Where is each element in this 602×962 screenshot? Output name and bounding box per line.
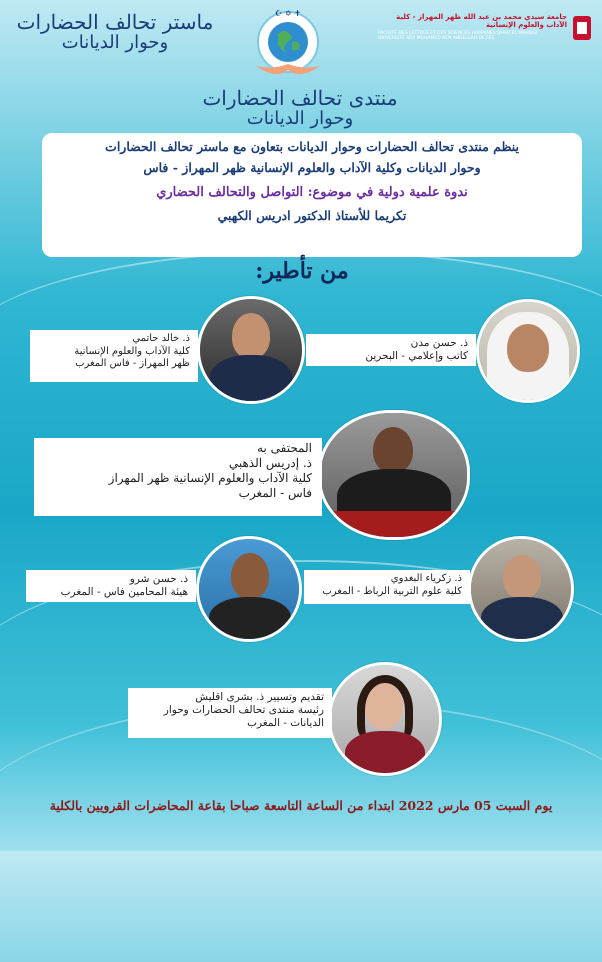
moderator-affiliation: رئيسة منتدى تحالف الحضارات وحوار	[163, 704, 324, 717]
forum-line1: منتدى تحالف الحضارات	[202, 86, 398, 110]
speaker-name: ذ. خالد حاتمي	[132, 333, 190, 344]
speaker-name: ذ. حسن مدن	[410, 337, 468, 349]
speaker-card-zakaria	[304, 570, 470, 604]
masters-title	[10, 10, 220, 53]
announcement-box	[42, 133, 582, 257]
speaker-photo-madan	[476, 299, 580, 403]
university-name-fr1: FACULTÉ DES LETTRES ET DES SCIENCES HUMAINES DHAR EL MAHRAZ	[378, 30, 538, 36]
forum-title	[170, 86, 430, 129]
svg-text:☪ ✡ ✝: ☪ ✡ ✝	[275, 9, 301, 18]
speaker-affiliation: كلية الآداب والعلوم الإنسانية	[74, 345, 190, 357]
event-date-line: يوم السبت 05 مارس 2022 ابتداء من الساعة التاسعة صباحا بقاعة المحاضرات القرويين بالكلية	[49, 798, 553, 813]
speaker-name: ذ. إدريس الذهبي	[228, 456, 312, 470]
globe-hands-icon	[238, 6, 338, 86]
moderator-affiliation: الديانات - المغرب	[247, 717, 324, 730]
speaker-affiliation: كلية علوم التربية الرباط - المغرب	[322, 585, 462, 597]
masters-line1: ماستر تحالف الحضارات	[16, 10, 214, 34]
announcement-line1: ينظم منتدى تحالف الحضارات وحوار الديانات بتعاون مع ماستر تحالف الحضارات	[105, 139, 519, 154]
speaker-affiliation: كاتب وإعلامي - البحرين	[365, 350, 468, 363]
university-logo-icon	[571, 14, 593, 42]
speaker-name: ذ. حسن شرو	[129, 573, 188, 585]
speaker-card-chro	[26, 570, 196, 602]
university-header	[378, 14, 593, 42]
speaker-name: ذ. زكرياء البغدوي	[390, 573, 462, 584]
moderator-name: تقديم وتسيير ذ. بشرى اقليش	[195, 691, 324, 703]
announcement-line2: وحوار الديانات وكلية الآداب والعلوم الإنسانية ظهر المهراز - فاس	[143, 160, 481, 175]
honoree-label: المحتفى به	[257, 441, 312, 455]
speaker-affiliation: فاس - المغرب	[238, 486, 312, 500]
speaker-photo-zakaria	[468, 536, 574, 642]
speaker-affiliation: ظهر المهراز - فاس المغرب	[75, 358, 190, 369]
speaker-photo-chro	[196, 536, 302, 642]
university-name-ar: جامعة سيدي محمد بن عبد الله ظهر المهراز - كلية الآداب والعلوم الإنسانية	[396, 13, 567, 30]
speaker-card-hatimi	[30, 330, 198, 382]
speaker-affiliation: هيئة المحامين فاس - المغرب	[60, 586, 188, 599]
topic-line: ندوة علمية دولية في موضوع: التواصل والتحالف الحضاري	[156, 185, 468, 200]
speaker-photo-hatimi	[197, 296, 305, 404]
speaker-affiliation: كلية الآداب والعلوم الإنسانية ظهر المهراز	[108, 471, 312, 485]
moderator-card	[128, 688, 332, 738]
moderator-photo	[328, 662, 442, 776]
forum-logo	[238, 6, 338, 86]
speaker-card-madan	[306, 334, 476, 366]
forum-line2: وحوار الديانات	[246, 108, 354, 129]
section-title: من تأطير:	[255, 258, 349, 284]
masters-line2: وحوار الديانات	[61, 32, 169, 53]
honoree-card	[34, 438, 322, 516]
honoree-photo	[318, 410, 470, 540]
decorative-wave	[0, 700, 602, 962]
university-name-fr2: UNIVERSITÉ SIDI MOHAMED BEN ABDELLAH DE FÈS	[378, 35, 495, 41]
honoree-line: تكريما للأستاذ الدكتور ادريس الكهبي	[217, 208, 407, 223]
